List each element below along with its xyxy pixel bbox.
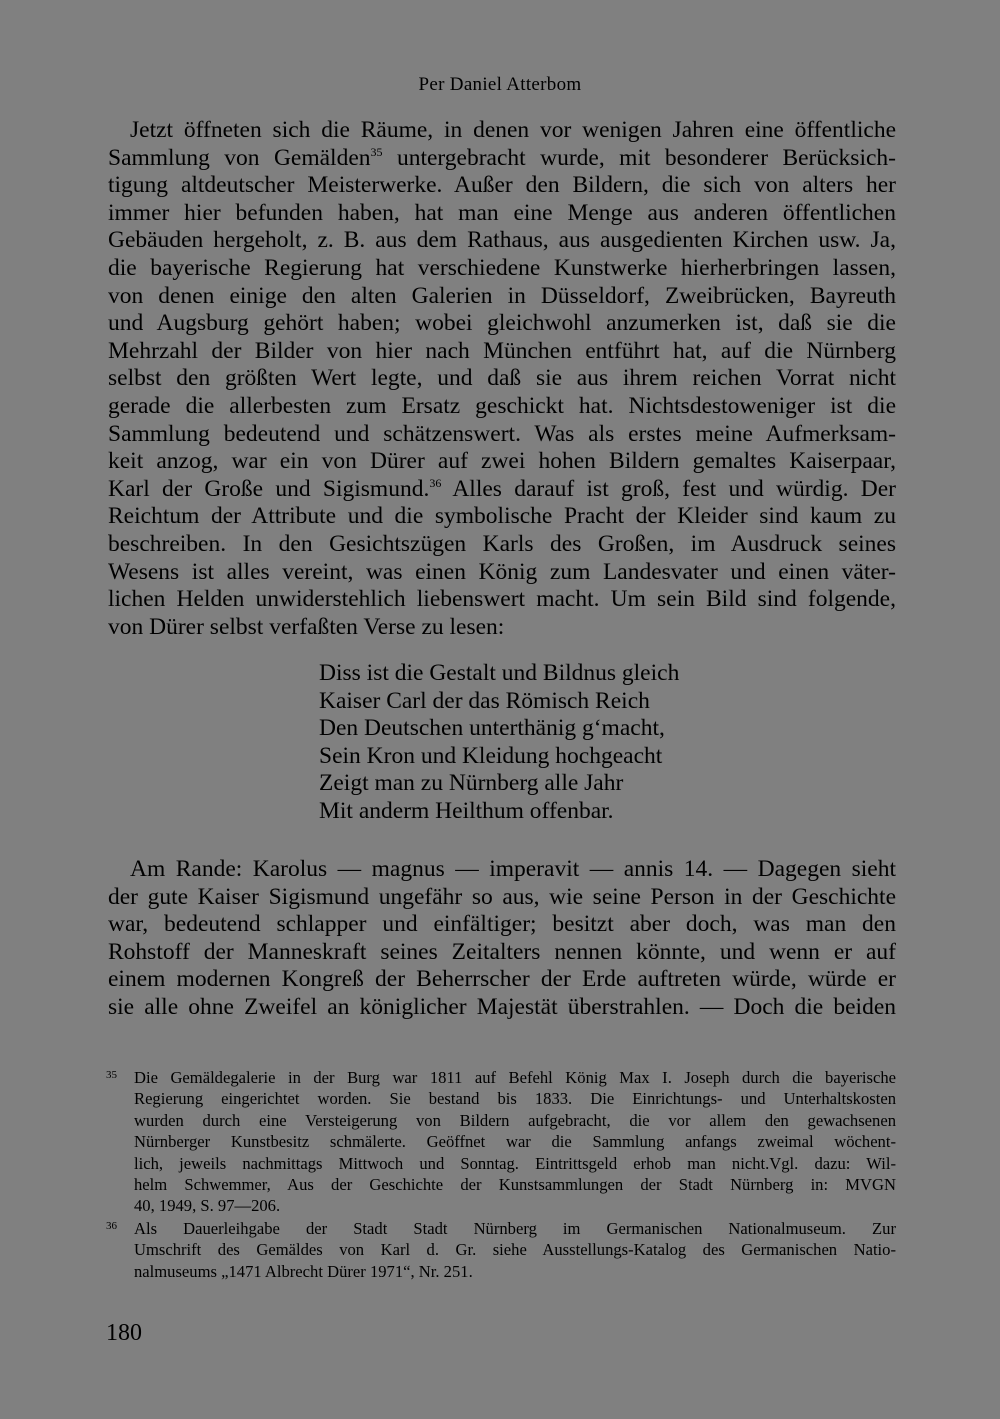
text-line: Wesens ist alles vereint, was einen König zum Landesvater und einen väter- xyxy=(108,558,896,585)
verse-line: Sein Kron und Kleidung hochgeacht xyxy=(319,742,663,769)
page-number: 180 xyxy=(106,1320,142,1346)
text-line: war, bedeutend schlapper und einfältiger; besitzt aber doch, was man den xyxy=(108,911,896,938)
text-line: einem modernen Kongreß der Beherrscher der Erde auftreten würde, würde er xyxy=(108,966,896,993)
footnote-line: Regierung eingerichtet worden. Sie bestand bis 1833. Die Einrichtungs- und Unterhaltskosten xyxy=(134,1089,896,1109)
verse-line: Zeigt man zu Nürnberg alle Jahr xyxy=(319,770,624,797)
continuation-paragraph xyxy=(108,856,896,1022)
text-line: von denen einige den alten Galerien in Düsseldorf, Zweibrücken, Bayreuth xyxy=(108,282,896,309)
verse-line: Den Deutschen unterthänig g‘macht, xyxy=(319,715,665,742)
verse-quote xyxy=(319,660,679,826)
main-paragraph xyxy=(108,117,896,641)
footnote-ref[interactable]: 36 xyxy=(429,475,442,490)
text-line: und Augsburg gehört haben; wobei gleichwohl anzumerken ist, daß sie die xyxy=(108,310,896,337)
running-header: Per Daniel Atterbom xyxy=(418,74,582,95)
verse-line: Diss ist die Gestalt und Bildnus gleich xyxy=(319,660,680,686)
text-line: Gebäuden hergeholt, z. B. aus dem Rathaus, aus ausgedienten Kirchen usw. Ja, xyxy=(108,227,896,254)
footnote-number: 35 xyxy=(106,1069,117,1081)
text-line: selbst den größten Wert legte, und daß sie aus ihrem reichen Vorrat nicht xyxy=(108,365,896,392)
text-line: der gute Kaiser Sigismund ungefähr so aus, wie seine Person in der Geschichte xyxy=(108,883,896,910)
footnote-line: Als Dauerleihgabe der Stadt Stadt Nürnberg im Germanischen Nationalmuseum. Zur xyxy=(134,1218,896,1238)
footnote-line: Nürnberger Kunstbesitz schmälerte. Geöffnet war die Sammlung anfangs zweimal wöchent- xyxy=(134,1132,896,1152)
footnote-line: lich, jeweils nachmittags Mittwoch und Sonntag. Eintrittsgeld erhob man nicht.Vgl. dazu: Wil- xyxy=(134,1153,896,1173)
text-line: von Dürer selbst verfaßten Verse zu lesen: xyxy=(108,613,505,640)
text-line: immer hier befunden haben, hat man eine Menge aus anderen öffentlichen xyxy=(108,199,896,226)
text-line: Jetzt öffneten sich die Räume, in denen vor wenigen Jahren eine öffentliche xyxy=(130,117,896,143)
text-line: Mehrzahl der Bilder von hier nach München entführt hat, auf die Nürnberg xyxy=(108,337,896,364)
text-line: lichen Helden unwiderstehlich liebenswert macht. Um sein Bild sind folgende, xyxy=(108,586,896,613)
text-line: Karl der Große und Sigismund.$^{36}$ Alles darauf ist groß, fest und würdig. Der xyxy=(108,475,896,502)
footnote-line: wurden durch eine Versteigerung von Bildern aufgebracht, die vor allem den gewachsenen xyxy=(134,1110,896,1130)
text-line: gerade die allerbesten zum Ersatz geschickt hat. Nichtsdestoweniger ist die xyxy=(108,392,896,419)
text-line: Rohstoff der Manneskraft seines Zeitalters nennen könnte, und wenn er auf xyxy=(108,938,896,965)
text-line: Sammlung bedeutend und schätzenswert. Was als erstes meine Aufmerksam- xyxy=(108,420,896,447)
footnotes xyxy=(106,1067,896,1283)
footnote-ref[interactable]: 35 xyxy=(370,144,383,159)
verse-line: Mit anderm Heilthum offenbar. xyxy=(319,797,614,824)
footnote-number: 36 xyxy=(106,1219,117,1232)
footnote-line: helm Schwemmer, Aus der Geschichte der Kunstsammlungen der Stadt Nürnberg in: MVGN xyxy=(134,1174,896,1194)
text-line: tigung altdeutscher Meisterwerke. Außer den Bildern, die sich von alters her xyxy=(108,172,896,199)
text-line: keit anzog, war ein von Dürer auf zwei hohen Bildern gemaltes Kaiserpaar, xyxy=(108,448,896,475)
text-line: sie alle ohne Zweifel an königlicher Majestät überstrahlen. — Doch die beiden xyxy=(108,993,896,1020)
footnote-line: Umschrift des Gemäldes von Karl d. Gr. siehe Ausstellungs-Katalog des Germanischen Natio- xyxy=(134,1240,896,1260)
verse-line: Kaiser Carl der das Römisch Reich xyxy=(319,687,650,714)
footnote xyxy=(106,1067,896,1217)
text-line: die bayerische Regierung hat verschiedene Kunstwerke hierherbringen lassen, xyxy=(108,254,896,281)
footnote xyxy=(106,1218,896,1282)
footnote-line: 40, 1949, S. 97—206. xyxy=(134,1196,281,1216)
text-line: Reichtum der Attribute und die symbolische Pracht der Kleider sind kaum zu xyxy=(108,503,896,530)
text-line: Am Rande: Karolus — magnus — imperavit — annis 14. — Dagegen sieht xyxy=(130,856,896,882)
footnote-line: Die Gemäldegalerie in der Burg war 1811 auf Befehl König Max I. Joseph durch die bayerische xyxy=(134,1068,896,1087)
text-line: Sammlung von Gemälden$^{35}$ untergebracht wurde, mit besonderer Berücksich- xyxy=(108,144,896,171)
footnote-line: nalmuseums „1471 Albrecht Dürer 1971“, Nr. 251. xyxy=(134,1261,473,1281)
text-line: beschreiben. In den Gesichtszügen Karls des Großen, im Ausdruck seines xyxy=(108,530,896,557)
